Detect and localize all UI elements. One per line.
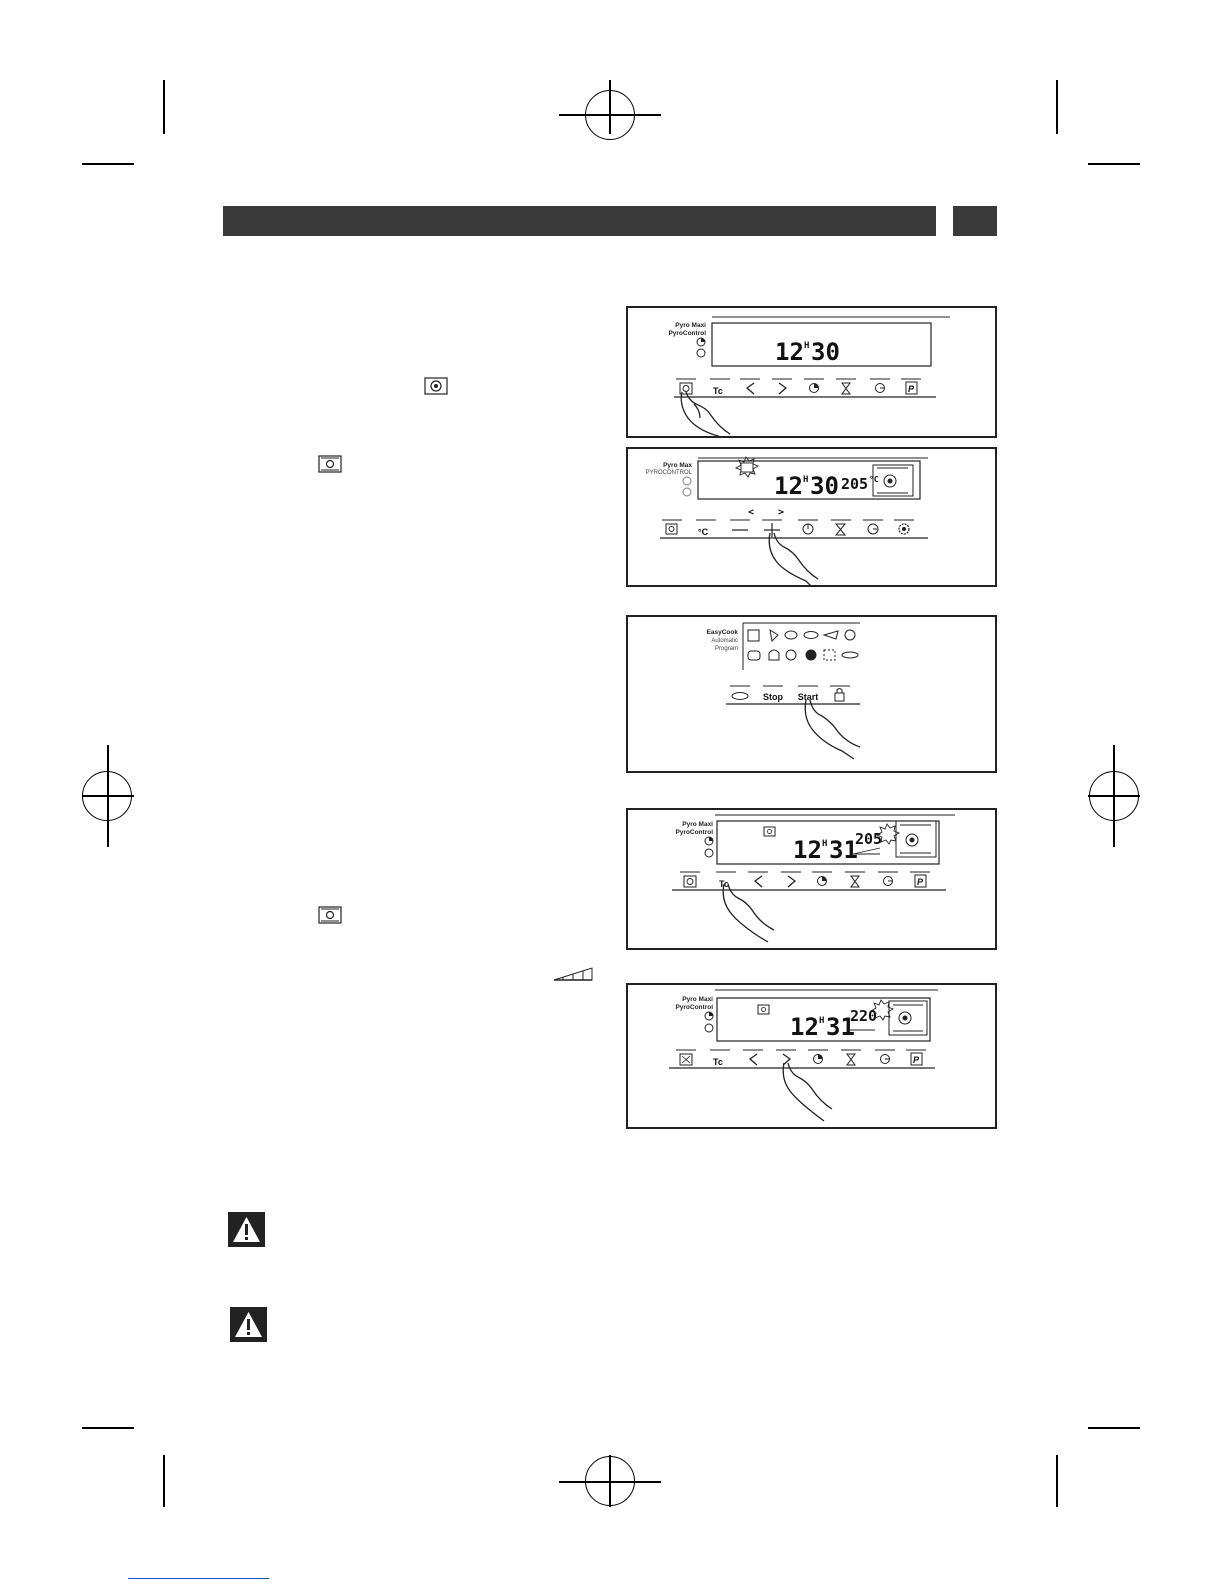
timer-button[interactable]	[845, 872, 865, 887]
hand-pointer	[805, 700, 860, 759]
registration-mark	[1088, 795, 1140, 797]
brand-sublabel: PYROCONTROL	[645, 470, 692, 476]
control-panel-2	[626, 447, 997, 587]
time-hours: 12	[774, 472, 803, 500]
svg-text:Stop: Stop	[763, 692, 783, 702]
brand-label: Pyro Maxi	[675, 322, 706, 329]
svg-text:Tc: Tc	[713, 1057, 723, 1067]
hand-pointer	[681, 392, 730, 438]
temperature-readout: 220	[850, 1007, 878, 1025]
lcd-display	[717, 821, 939, 864]
crop-mark	[82, 1427, 134, 1429]
time-minutes: 30	[810, 472, 839, 500]
oven-mode-button[interactable]	[680, 872, 700, 887]
svg-text:Start: Start	[797, 692, 819, 702]
brand-sublabel: Program	[714, 646, 738, 652]
arrow-right-label: >	[778, 507, 785, 518]
hand-pointer	[769, 533, 818, 587]
svg-text:P: P	[908, 384, 915, 394]
arrow-left-button[interactable]	[743, 1050, 763, 1065]
hand-pointer	[723, 884, 774, 942]
time-hours: 12	[775, 338, 804, 366]
arrow-right-button[interactable]	[781, 872, 801, 887]
minus-button[interactable]	[730, 520, 750, 530]
timer-button[interactable]	[836, 379, 856, 394]
oven-cavity-icon	[873, 465, 913, 496]
flashing-mode-icon	[736, 457, 758, 477]
arrow-left-button[interactable]	[748, 872, 768, 887]
end-time-button[interactable]	[863, 520, 883, 534]
program-icon-grid	[748, 630, 858, 660]
cook-time-button[interactable]	[808, 1050, 828, 1064]
link-underline[interactable]	[128, 1578, 269, 1579]
fan-button[interactable]	[894, 520, 914, 534]
temperature-unit: °C	[869, 475, 879, 484]
warning-icon	[230, 1307, 267, 1347]
crop-mark	[163, 80, 165, 134]
button-row	[660, 520, 928, 538]
celsius-button[interactable]	[696, 520, 716, 537]
crop-mark	[1056, 80, 1058, 134]
cycle-button[interactable]	[730, 686, 750, 700]
crop-mark	[1088, 163, 1140, 165]
arrow-right-button[interactable]	[776, 1050, 796, 1065]
brand-sublabel: PyroControl	[675, 1004, 713, 1011]
registration-mark	[609, 1455, 611, 1507]
registration-mark	[609, 80, 611, 134]
page-number-tab	[953, 206, 997, 236]
time-hours: 12	[793, 836, 822, 864]
oven-mode-button[interactable]	[662, 520, 682, 534]
time-minutes: 31	[826, 1013, 855, 1041]
end-time-button[interactable]	[870, 379, 890, 393]
brand-sublabel: PyroControl	[668, 330, 706, 337]
lock-button[interactable]	[830, 686, 850, 701]
svg-text:P: P	[917, 877, 924, 887]
button-row	[669, 1050, 935, 1068]
crop-mark	[1088, 1427, 1140, 1429]
time-hours: 12	[790, 1013, 819, 1041]
temperature-readout: 205	[841, 475, 869, 493]
oven-mode-button[interactable]	[676, 1050, 696, 1065]
control-panel-3	[626, 808, 997, 950]
start-button[interactable]	[798, 686, 819, 702]
crop-mark	[1056, 1455, 1058, 1507]
arrow-right-button[interactable]	[772, 379, 792, 394]
timer-button[interactable]	[831, 520, 851, 535]
crop-mark	[82, 163, 134, 165]
timer-button[interactable]	[841, 1050, 861, 1065]
brand-sublabel: PyroControl	[675, 829, 713, 836]
time-h-sep: H	[819, 1016, 825, 1026]
svg-text:P: P	[913, 1055, 920, 1065]
temperature-ramp-icon	[553, 967, 593, 986]
oven-mode-icon	[318, 455, 342, 478]
oven-cavity-icon	[896, 821, 936, 857]
crop-mark	[163, 1455, 165, 1507]
brand-label: Pyro Maxi	[682, 996, 713, 1003]
time-minutes: 31	[829, 836, 858, 864]
end-time-button[interactable]	[878, 872, 898, 886]
end-clock-indicator-icon	[697, 349, 705, 357]
oven-mode-button[interactable]	[676, 379, 696, 394]
oven-mode-indicator-icon	[758, 1005, 769, 1014]
program-button[interactable]	[901, 379, 921, 394]
time-h-sep: H	[804, 341, 810, 351]
cook-time-button[interactable]	[804, 379, 824, 393]
oven-mode-indicator-icon	[764, 827, 775, 836]
hand-pointer	[783, 1063, 832, 1121]
svg-text:Tc: Tc	[719, 879, 729, 889]
oven-mode-icon	[318, 906, 342, 929]
button-row	[674, 379, 936, 397]
svg-text:Tc: Tc	[713, 386, 723, 396]
fan-mode-icon	[424, 377, 448, 400]
oven-cavity-icon	[889, 1001, 927, 1035]
plus-button[interactable]	[762, 520, 782, 537]
easycook-panel	[626, 615, 997, 773]
brand-label: EasyCook	[706, 629, 738, 636]
brand-label: Pyro Maxi	[682, 821, 713, 828]
end-time-button[interactable]	[875, 1050, 895, 1064]
warning-icon	[228, 1212, 265, 1252]
registration-mark	[82, 795, 134, 797]
arrow-left-button[interactable]	[740, 379, 760, 394]
stop-button[interactable]	[763, 686, 783, 702]
tc-button[interactable]	[716, 872, 736, 889]
control-panel-1	[626, 306, 997, 438]
svg-text:°C: °C	[698, 527, 709, 537]
button-row	[672, 872, 946, 890]
brand-sublabel: Automatic	[711, 638, 738, 644]
button-row	[726, 686, 860, 704]
arrow-left-label: <	[748, 507, 755, 518]
brand-label: Pyro Max	[663, 462, 692, 469]
time-minutes: 30	[811, 338, 840, 366]
section-header-bar	[223, 206, 936, 236]
cook-time-button[interactable]	[798, 520, 818, 534]
tc-button[interactable]	[710, 379, 730, 396]
control-panel-4	[626, 983, 997, 1129]
cook-time-button[interactable]	[812, 872, 832, 886]
tc-button[interactable]	[710, 1050, 730, 1067]
program-button[interactable]	[910, 872, 930, 887]
program-button[interactable]	[906, 1050, 926, 1065]
temperature-readout: 205	[855, 830, 883, 848]
time-h-sep: H	[822, 839, 828, 849]
time-h-sep: H	[803, 475, 809, 485]
